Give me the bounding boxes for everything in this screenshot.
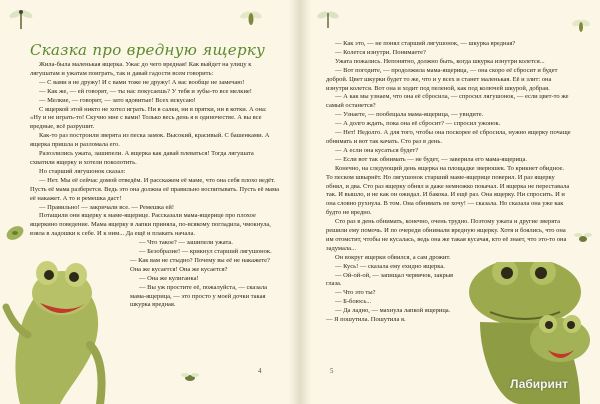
paragraph: — Правильно! — закричали все. — Ремешка ей!: [39, 203, 175, 211]
paragraph: — А как мы узнаем, что она её сбросила, — спросил лягушонок, — если цвет-то же самый останется?: [326, 93, 569, 110]
paragraph: — Б-боюсь...: [335, 298, 372, 306]
page-number: 5: [330, 367, 334, 375]
paragraph: Жила-была маленькая ящерка. Ужас до чего вредная! Как выйдет на улицу к лягушатам и ужатам поиграть, так и давай гадости всем говорить:: [30, 61, 252, 77]
paragraph: С ящеркой этой никто не хотел играть. Ни в салки, ни в прятки, ни в котки. А она: «Ну и не играть-то! Скучно мне с вами! Только весь день я в одиночестве. А вы все вредные, всё разрушит.: [30, 105, 267, 131]
paragraph: Сто раз в день обнимать, конечно, очень трудно. Поэтому ужата и другие зверята решили ему помочь. И по очереди обнимали вредную ящерку. Хотя и боялись, что она им отомстит, чтобы не кусалась, ведь она же такая кусачая, кто её знает, что это-то она задумала...: [326, 218, 567, 252]
paragraph: Ужата пожались. Непонятно, должно быть, когда шкурка изнутри колется...: [335, 57, 545, 65]
paragraph: — Ой-ой-ой, — запищал червячок, закрыв глаза.: [326, 271, 454, 288]
publisher-watermark: Лабиринт: [510, 377, 569, 391]
paragraph: — Вы уж простите её, пожалуйста, — сказала мама-ящерица, — это просто у моей дочки такая шкурка вредная.: [130, 283, 267, 309]
page-number: 4: [258, 367, 262, 375]
paragraph: — Колется изнутри. Понимаете?: [335, 48, 426, 56]
paragraph: Как-то раз построили зверята из песка замок. Высокий, красивый. С башенками. А ящерка пришла и разломала его.: [30, 132, 270, 149]
paragraph: Потащили они ящерку к маме-ящерице. Рассказали мама-ящерице про плохое ящеркино поведение. Мама ящерку в лапки приняла, по-всякому погладила, чмокнула, взяла в ладошки к себе. И к ним... Да ещё и плакать начала.: [30, 212, 271, 238]
paragraph: — Что это ты?: [335, 289, 376, 297]
paragraph: — Нет. Мы её сейчас домой отведём. И расскажем её маме, что она себя плохо ведёт. Пусть её мама разберется. Ведь это она должна её правильно воспитывать. Пусть её мама её накажет. А то и ремешка даст!: [30, 176, 279, 202]
paragraph: — Нет! Недолго. А для того, чтобы она поскорее её сбросила, нужно ящерку почаще обнимать и вот так качать. Сто раз в день.: [326, 129, 571, 145]
bug-illustration: [570, 14, 592, 36]
paragraph: — Если вот так обнимать — не будет, — заверила его мама-ящерица.: [335, 155, 528, 163]
dragonfly-illustration: [7, 6, 35, 32]
leaf-illustration: [4, 222, 26, 244]
paragraph: — А если она кусаться будет?: [335, 146, 419, 154]
bug-icon: [572, 228, 594, 248]
paragraph: Но старший лягушонок сказал:: [39, 167, 126, 175]
paragraph: Разозлились ужата, зашипели. А ящерка как давай плеваться! Тогда лягушата схватили ящерку и хотели поколотить.: [30, 150, 254, 166]
paragraph: — Вот погодите, — продолжила мама-ящерица, — она скоро её сбросит и будет доброй. Цвет шкурки будет то же, что и у всех и станет маленькая. Её и злит: она изнутри колется. Вот она и ходит под пеленой, как под колючей шкурой, добрая.: [326, 66, 558, 92]
paragraph: — С вами я не дружу! И с вами тоже не дружу! А вас вообще не замечаю!: [39, 78, 245, 86]
book-gutter: [289, 0, 311, 404]
bug-icon: [180, 370, 200, 384]
paragraph: — Безобразие! — крикнул старший лягушонок. — Как вам не стыдно? Почему вы её не накажете? Она же кусается! Она же кусается?: [130, 248, 272, 273]
paragraph: Он вокруг ящерки обвился, а сам дрожит.: [335, 253, 451, 261]
paragraph: — Как это, — не понял старший лягушонок, — шкурка вредная?: [335, 40, 516, 47]
right-page: [300, 0, 600, 404]
paragraph: — Кусь! — сказала ему ехидно ящерка.: [335, 262, 445, 270]
paragraph: Конечно, на следующий день ящерка на площадке зверюшек. То крикнет обидное. То песком швырнёт. Но лягушонок старший маме-ящерице поверил. И раз ящерку обнял, и два. Сто раз ящерку обнял и даже немножко покачал. И ящерка не переставала так. И вышло, и не как он ожидал. И бакока. И ещё раз. Она ящерку. Ни спросить. И и она словно рухнула. В том. Она обнимать не хочу! — сказала. Но сказала она уже как будто не вредно.: [326, 164, 570, 217]
paragraph: — А долго ждать, пока она её сбросит? — спросил ужонок.: [335, 120, 501, 128]
paragraph: — Узнаете, — пообещала мама-ящерица, — увидите.: [335, 111, 484, 119]
dragonfly-illustration: [315, 6, 341, 30]
paragraph: — Мелкие, — говорит, — зато ядовитые! Всех искусаю!: [39, 96, 196, 104]
paragraph: — Как же, — ей говорят, — ты нас покусаешь? У тебя и зубы-то все мелкие!: [39, 87, 252, 95]
bug-illustration: [238, 6, 264, 30]
paragraph: — Она же кулиганка!: [139, 274, 199, 282]
paragraph: — Что такое? — зашипели ужата.: [139, 239, 233, 247]
paragraph: — Да ладно, — махнула лапкой ящерица. — Я пошутила. Пошутила я.: [326, 307, 451, 324]
narrow-column: [326, 254, 456, 325]
story-title: Сказка про вредную ящерку: [30, 41, 266, 59]
